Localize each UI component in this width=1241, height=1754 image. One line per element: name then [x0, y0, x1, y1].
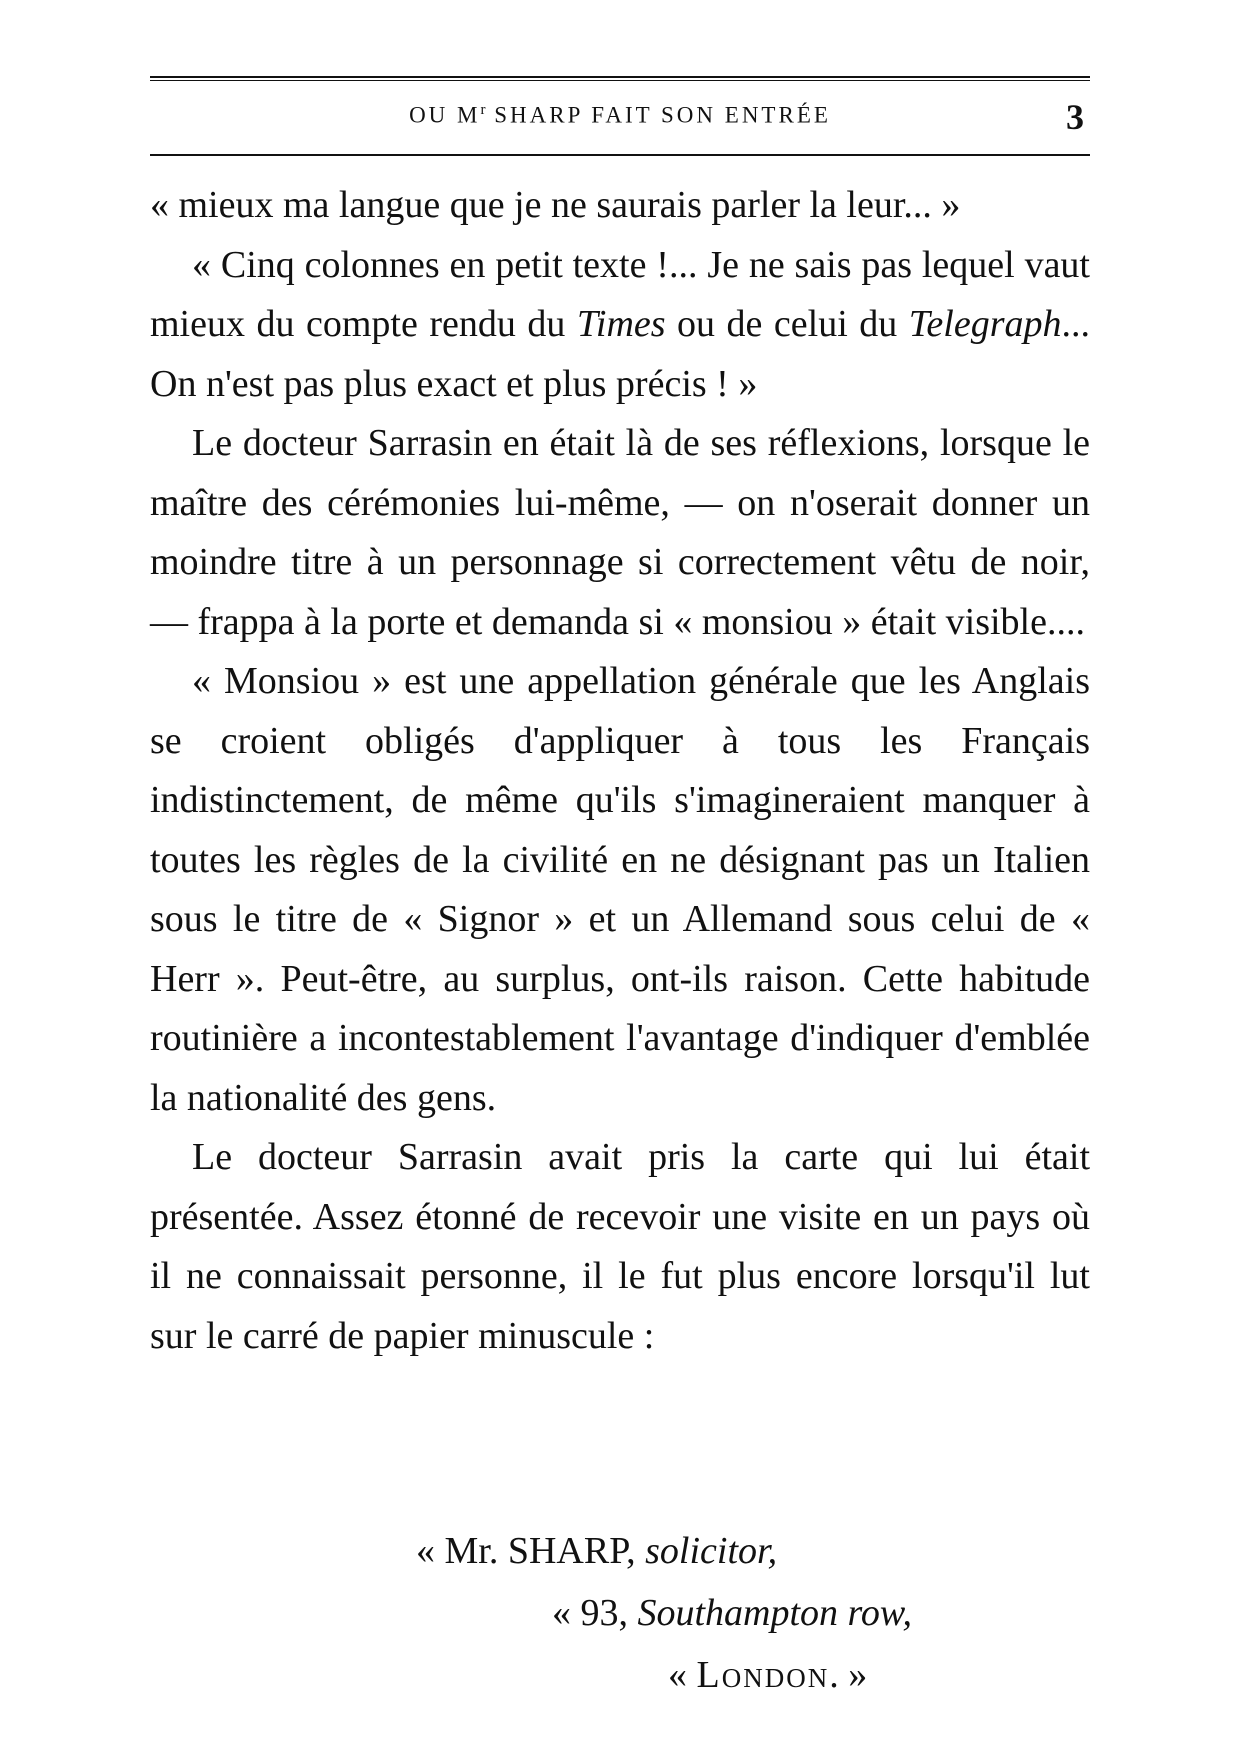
header-rule-top-thin	[150, 80, 1090, 81]
card-line-city	[668, 1644, 867, 1706]
card-city-prefix: «	[668, 1654, 697, 1696]
body-text	[150, 176, 1090, 1366]
paragraph-5-text: Le docteur Sarrasin avait pris la carte qui lui était présentée. Assez étonné de recevoir une visite en un pays où il ne connaissait personne, il le fut plus encore lorsqu'il lut sur le carré de papier minuscule :	[150, 1136, 1090, 1357]
card-street-number: « 93,	[552, 1592, 638, 1634]
paragraph-2	[150, 236, 1090, 415]
paragraph-3-text: Le docteur Sarrasin en était là de ses réflexions, lorsque le maître des cérémonies lui-même, — on n'oserait donner un moindre titre à un personnage si correctement vêtu de noir, — frappa à la porte et demanda si « monsiou » était visible....	[150, 422, 1090, 643]
card-line-address	[552, 1582, 912, 1644]
paragraph-5	[150, 1128, 1090, 1366]
paragraph-4-text: « Monsiou » est une appellation générale que les Anglais se croient obligés d'appliquer à tous les Français indistinctement, de même qu'ils s'imagineraient manquer à toutes les règles de la civilité en ne désignant pas un Italien sous le titre de « Signor » et un Allemand sous celui de « Herr ». Peut-être, au surplus, ont-ils raison. Cette habitude routinière a incontestablement l'avantage d'indiquer d'emblée la nationalité des gens.	[150, 660, 1090, 1119]
running-title-sup: r	[480, 102, 486, 118]
header-rule-bottom	[150, 154, 1090, 156]
running-title	[150, 102, 1090, 129]
telegraph-title: Telegraph	[908, 303, 1062, 345]
card-line-name	[416, 1520, 777, 1582]
paragraph-2-text-b: ou de celui du	[665, 303, 909, 345]
running-title-start: OU M	[409, 102, 481, 128]
card-name: « Mr. SHARP,	[416, 1530, 646, 1572]
running-title-rest: SHARP FAIT SON ENTRÉE	[485, 102, 831, 128]
card-city: London	[696, 1654, 830, 1696]
paragraph-2-text-a: « Cinq colonnes en petit texte !... Je ne sais pas lequel vaut mieux du compte rendu du	[150, 243, 1090, 345]
paragraph-4	[150, 652, 1090, 1128]
card-profession: solicitor,	[645, 1530, 778, 1572]
page-number: 3	[1066, 97, 1084, 137]
paragraph-3	[150, 414, 1090, 652]
card-city-suffix: . »	[829, 1654, 868, 1696]
card-street: Southampton row,	[637, 1592, 912, 1634]
paragraph-1	[150, 176, 1090, 236]
paragraph-2-text-c: ... On n'est pas plus exact et plus précis ! »	[150, 303, 1090, 405]
header-rule-top	[150, 76, 1090, 78]
times-title: Times	[576, 303, 666, 345]
paragraph-1-text: « mieux ma langue que je ne saurais parler la leur... »	[150, 184, 961, 226]
running-head	[150, 96, 1090, 136]
